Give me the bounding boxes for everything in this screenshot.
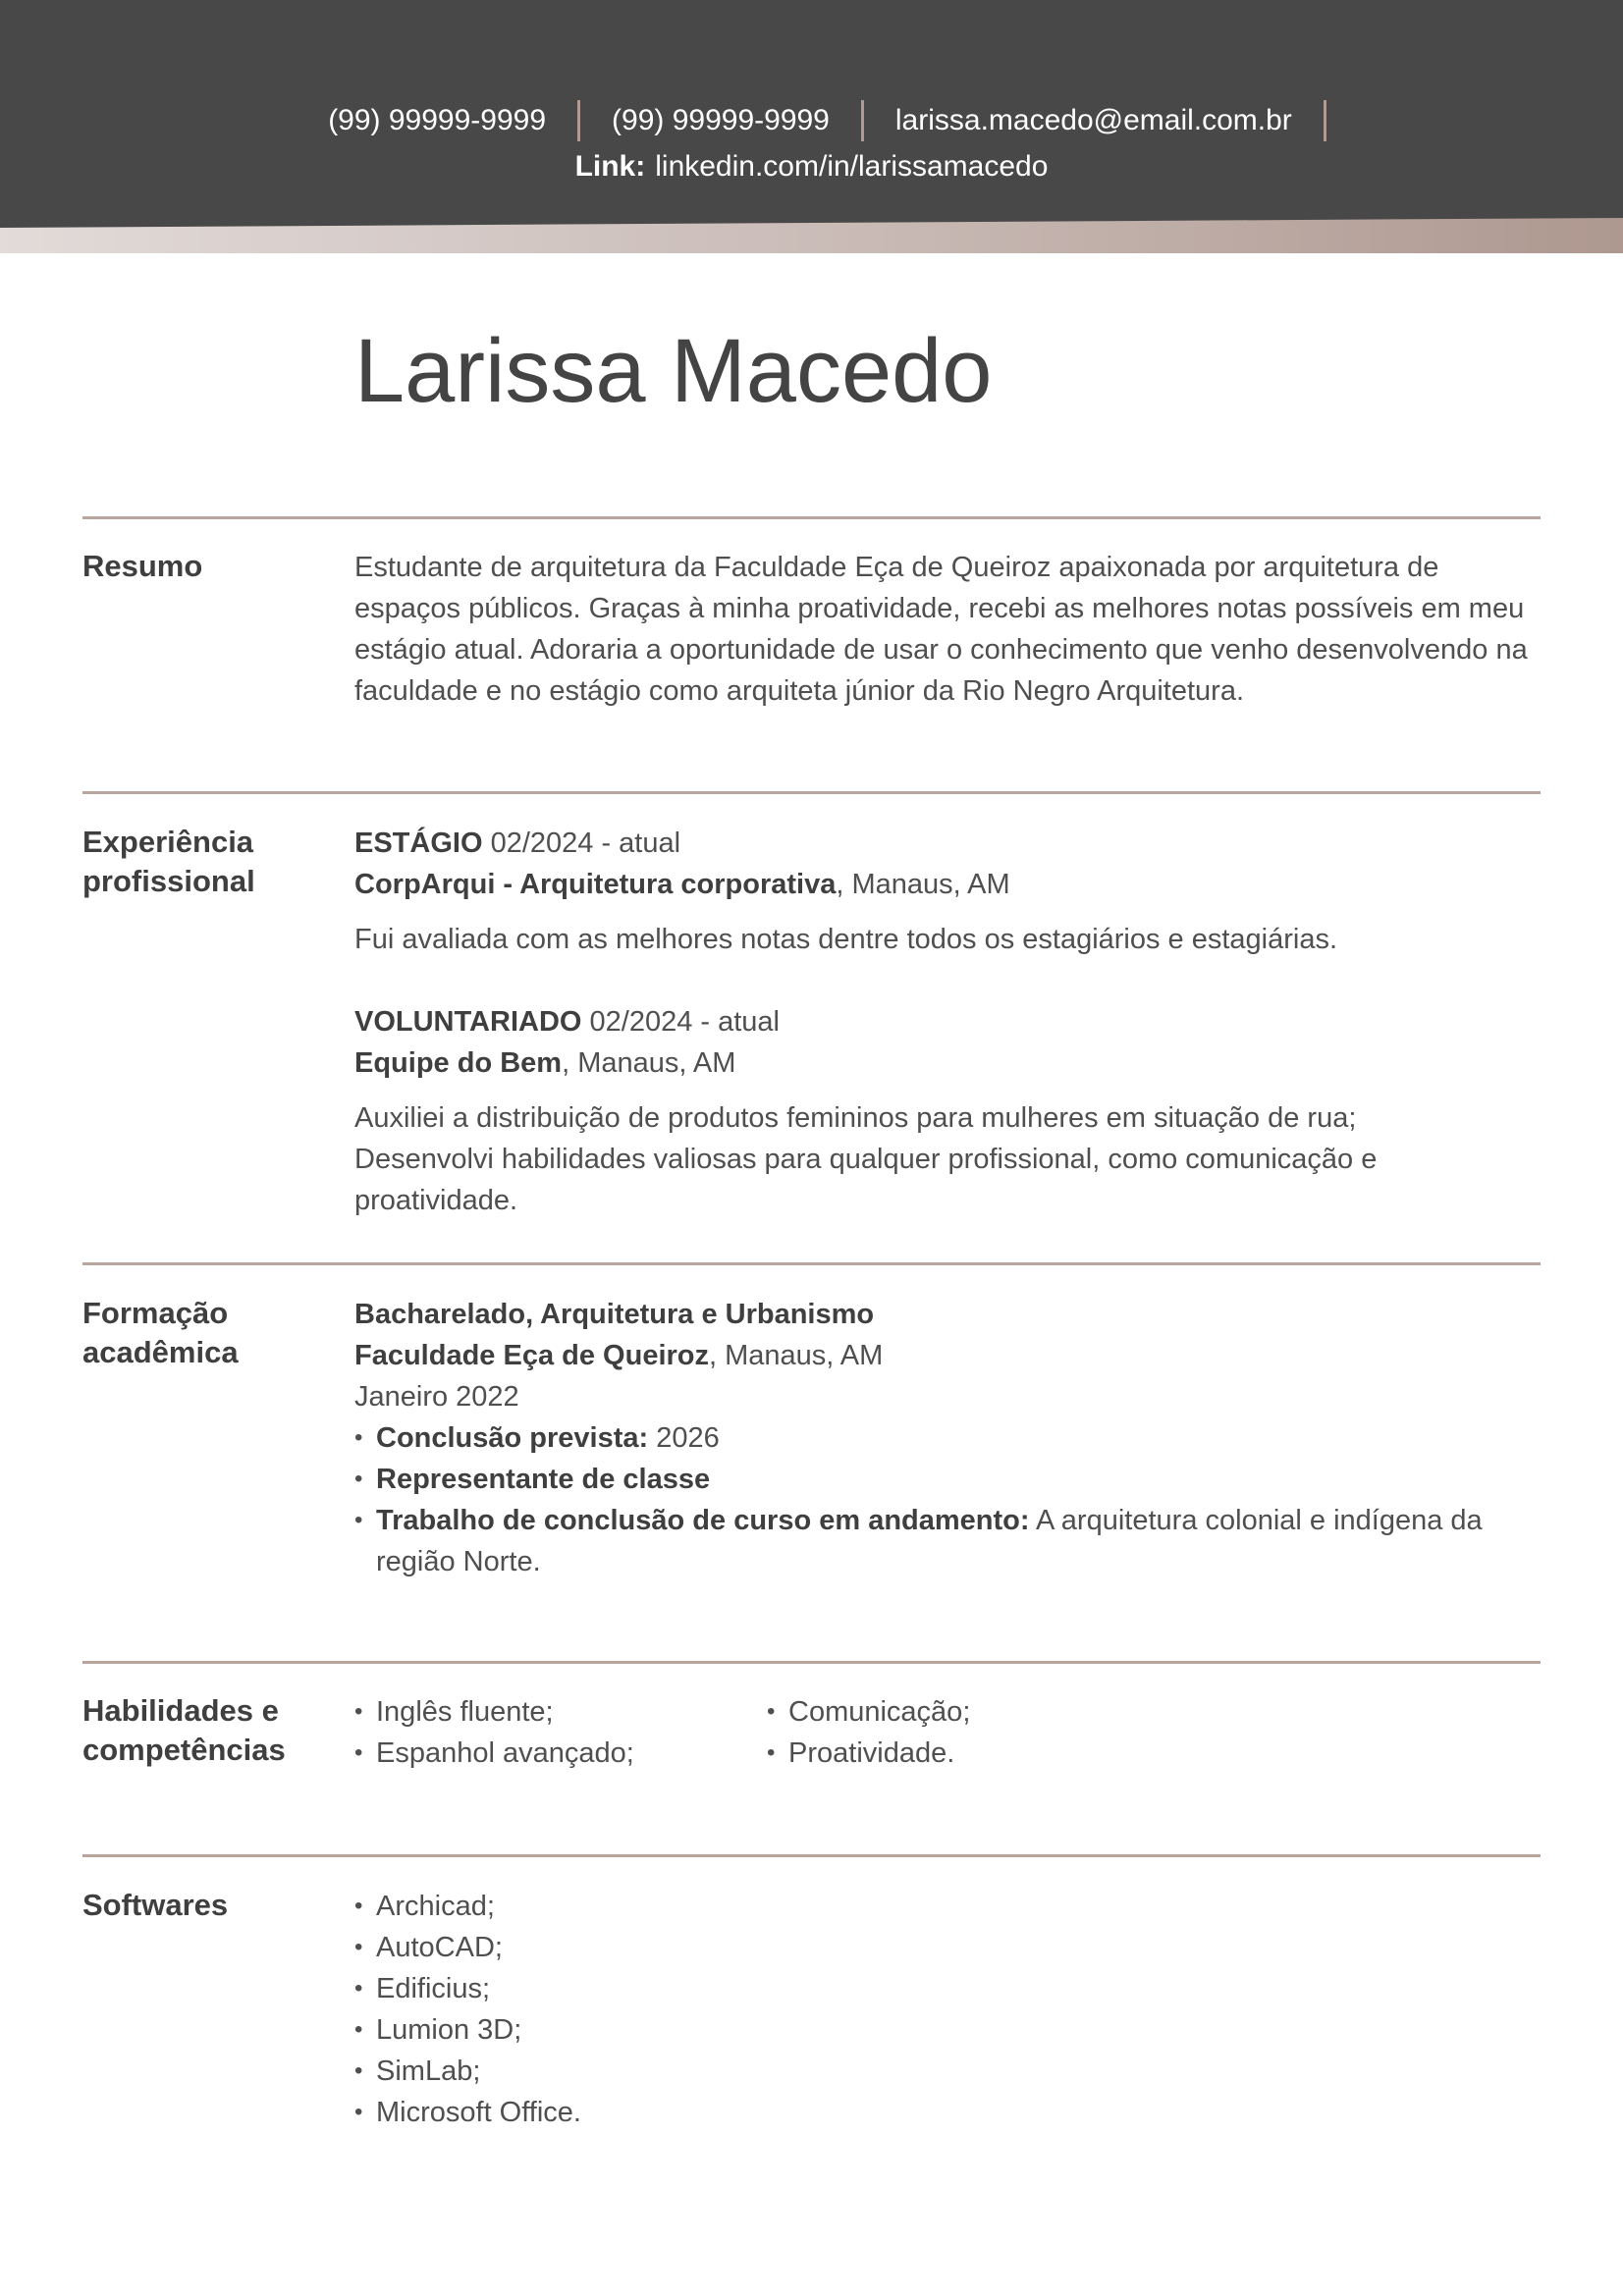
- list-item: • Microsoft Office.: [354, 2092, 1542, 2133]
- bullet-label: Conclusão prevista:: [376, 1422, 649, 1454]
- experience-section: [354, 823, 1542, 1221]
- list-item: • Lumion 3D;: [354, 2009, 1542, 2051]
- section-divider: [82, 791, 1541, 794]
- software-heading: Softwares: [82, 1888, 229, 1922]
- job-company-line: [354, 864, 1542, 905]
- job-description-line: Auxiliei a distribuição de produtos femininos para mulheres em situação de rua;: [354, 1102, 1357, 1134]
- education-section: [354, 1294, 1542, 1582]
- list-item: • Comunicação;: [767, 1691, 1179, 1733]
- education-bullets: [354, 1417, 1542, 1582]
- bullet-value: 2026: [648, 1422, 720, 1454]
- list-item: [354, 1417, 1542, 1459]
- job-role: ESTÁGIO: [354, 828, 483, 859]
- list-item: • Edificius;: [354, 1968, 1542, 2009]
- section-divider: [82, 1854, 1541, 1857]
- job-title-line: [354, 1001, 1542, 1042]
- job-company-line: [354, 1042, 1542, 1084]
- job-description-line: Fui avaliada com as melhores notas dentre todos os estagiários e estagiárias.: [354, 924, 1338, 955]
- list-item: [354, 1459, 1542, 1500]
- list-item: • AutoCAD;: [354, 1927, 1542, 1968]
- job-description: [354, 1097, 1542, 1221]
- job-company: CorpArqui - Arquitetura corporativa: [354, 869, 837, 900]
- software-section: [354, 1886, 1542, 2133]
- experience-heading-line2: profissional: [82, 864, 255, 898]
- section-divider: [82, 1661, 1541, 1664]
- skills-section: [354, 1691, 1542, 1774]
- contact-row: [0, 98, 1623, 143]
- summary-text: Estudante de arquitetura da Faculdade Eça de Queiroz apaixonada por arquitetura de espaços públicos. Graças à minha proatividade, recebi as melhores notas possíveis em meu estágio atual. Adoraria a oportunidade de usar o conhecimento que venho desenvolvendo na faculdade e no estágio como arquiteta júnior da Rio Negro Arquitetura.: [354, 552, 1528, 707]
- list-item: • SimLab;: [354, 2051, 1542, 2092]
- education-heading-line1: Formação: [82, 1296, 229, 1330]
- email-link[interactable]: larissa.macedo@email.com.br: [894, 104, 1292, 136]
- experience-heading-line1: Experiência: [82, 825, 254, 859]
- job-period: 02/2024 - atual: [482, 828, 681, 859]
- school-line: [354, 1335, 1542, 1376]
- experience-heading: [82, 823, 328, 901]
- list-item: • Proatividade.: [767, 1733, 1179, 1774]
- job-description: [354, 919, 1542, 960]
- section-divider: [82, 516, 1541, 519]
- bullet-label: Representante de classe: [376, 1464, 711, 1495]
- list-item: [354, 1500, 1542, 1582]
- job-company: Equipe do Bem: [354, 1047, 563, 1079]
- job-entry: [354, 823, 1542, 960]
- education-heading-line2: acadêmica: [82, 1335, 239, 1369]
- header-banner: [0, 0, 1623, 255]
- software-list: [354, 1886, 1542, 2133]
- phone-primary[interactable]: (99) 99999-9999: [328, 104, 547, 136]
- job-role: VOLUNTARIADO: [354, 1006, 582, 1038]
- bullet-label: Trabalho de conclusão de curso em andamento:: [376, 1505, 1030, 1536]
- education-date: Janeiro 2022: [354, 1381, 519, 1413]
- link-row: [0, 145, 1623, 188]
- education-heading: [82, 1294, 328, 1372]
- skills-heading-line1: Habilidades e: [82, 1693, 279, 1728]
- link-label: Link:: [574, 150, 646, 183]
- school-name: Faculdade Eça de Queiroz: [354, 1340, 709, 1371]
- list-item: • Archicad;: [354, 1886, 1542, 1927]
- job-entry: [354, 1001, 1542, 1221]
- summary-section: [354, 547, 1542, 712]
- phone-secondary[interactable]: (99) 99999-9999: [612, 104, 830, 136]
- candidate-name: Larissa Macedo: [354, 321, 993, 421]
- job-location: , Manaus, AM: [836, 869, 1010, 900]
- job-location: , Manaus, AM: [562, 1047, 736, 1079]
- skills-list-left: [354, 1691, 767, 1774]
- linkedin-link[interactable]: linkedin.com/in/larissamacedo: [655, 150, 1049, 183]
- list-item: • Inglês fluente;: [354, 1691, 767, 1733]
- section-divider: [82, 1262, 1541, 1265]
- skills-heading-line2: competências: [82, 1733, 286, 1767]
- summary-heading: Resumo: [82, 549, 203, 583]
- bullet-value: A arquitetura colonial e indígena da região Norte.: [376, 1505, 1483, 1577]
- degree-title: Bacharelado, Arquitetura e Urbanismo: [354, 1299, 875, 1330]
- skills-heading: [82, 1691, 328, 1770]
- job-period: 02/2024 - atual: [581, 1006, 780, 1038]
- skills-list-right: [767, 1691, 1179, 1774]
- list-item: • Espanhol avançado;: [354, 1733, 767, 1774]
- contact-divider: [1324, 100, 1326, 141]
- job-description-line: Desenvolvi habilidades valiosas para qualquer profissional, como comunicação e proatividade.: [354, 1144, 1378, 1216]
- school-location: , Manaus, AM: [709, 1340, 884, 1371]
- job-title-line: [354, 823, 1542, 864]
